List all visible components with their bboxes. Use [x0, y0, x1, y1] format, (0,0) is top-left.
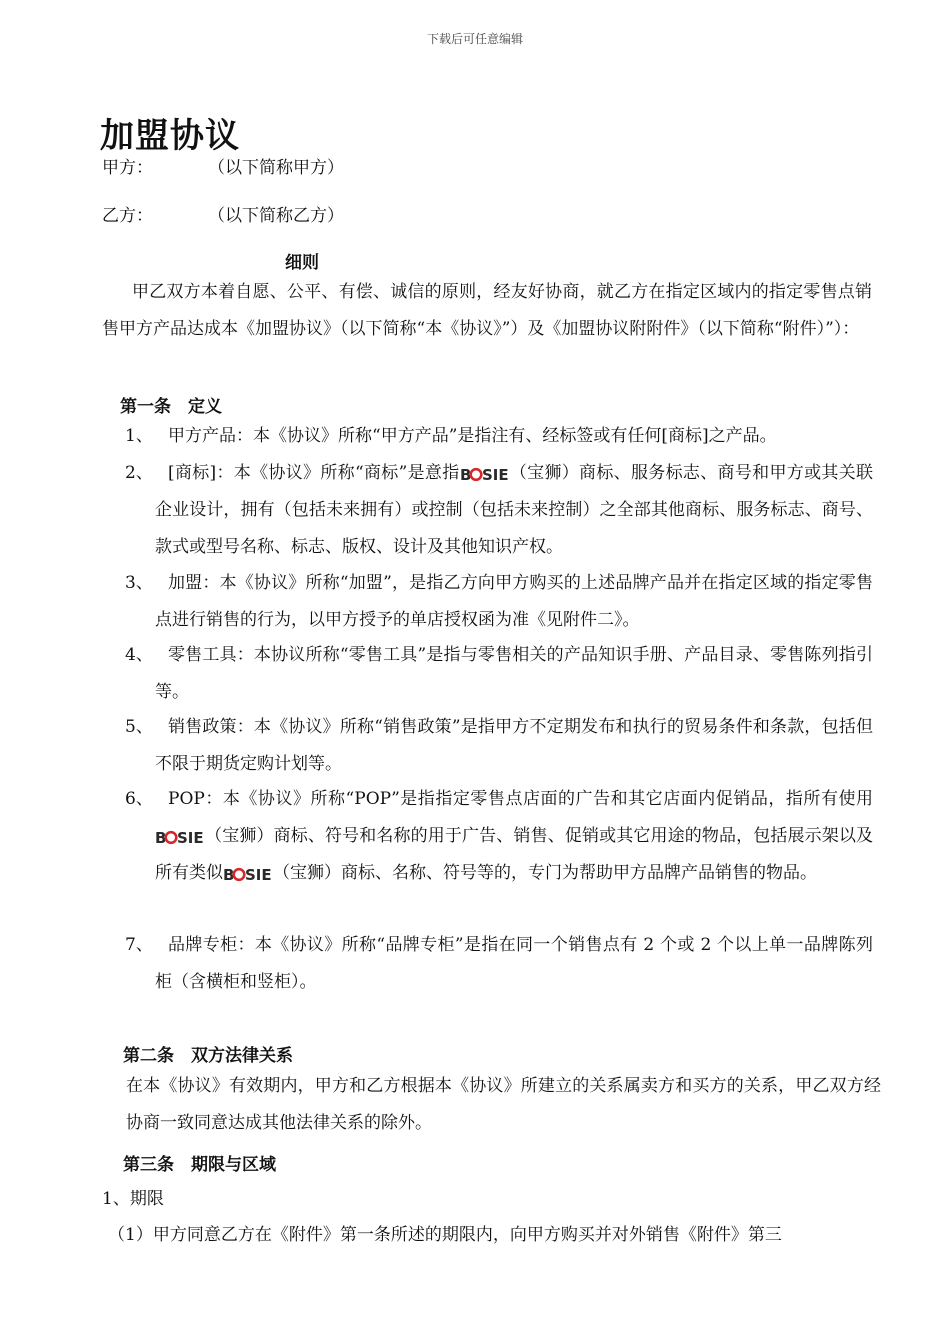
- item-number: 5、: [125, 717, 153, 737]
- definition-item-3: [125, 565, 873, 639]
- document-title: 加盟协议: [100, 116, 240, 156]
- party-b-note: （以下简称乙方）: [208, 206, 344, 226]
- article-2-title: 第二条 双方法律关系: [123, 1046, 293, 1066]
- item-text-pre: POP：本《协议》所称“POP”是指指定零售点店面的广告和其它店面内促销品，指所有使用: [168, 789, 873, 809]
- article-3-paragraph-1: （1）甲方同意乙方在《附件》第一条所述的期限内，向甲方购买并对外销售《附件》第三: [108, 1225, 782, 1245]
- definition-item-1: [125, 418, 873, 455]
- definition-item-7: [125, 927, 873, 1001]
- item-number: 2、: [125, 463, 153, 483]
- party-b-label: 乙方：: [102, 206, 153, 226]
- definition-item-4: [125, 637, 873, 711]
- bosie-logo-icon: [155, 828, 205, 846]
- item-text-mid: （宝狮）商标、符号和名称的用于广告、销售、促销或其它用途的物品，包括展示架以及所有类似: [155, 826, 873, 883]
- item-text: 甲方产品：本《协议》所称“甲方产品”是指注有、经标签或有任何[商标]之产品。: [168, 426, 777, 446]
- party-a-label: 甲方：: [102, 158, 153, 178]
- definition-item-6: [125, 781, 873, 892]
- article-1-title: 第一条 定义: [120, 397, 222, 417]
- item-number: 4、: [125, 645, 153, 665]
- svg-text:B: B: [223, 865, 235, 883]
- article-2-paragraph: 在本《协议》有效期内，甲方和乙方根据本《协议》所建立的关系属卖方和买方的关系，甲乙双方经协商一致同意达成其他法律关系的除外。: [126, 1076, 881, 1133]
- svg-text:SIE: SIE: [481, 465, 509, 483]
- item-text-post: （宝狮）商标、服务标志、商号和甲方或其关联企业设计，拥有（包括未来拥有）或控制（包括未来控制）之全部其他商标、服务标志、商号、款式或型号名称、标志、版权、设计及其他知识产权。: [155, 463, 873, 557]
- party-a-note: （以下简称甲方）: [208, 158, 344, 178]
- item-text: 加盟：本《协议》所称“加盟”，是指乙方向甲方购买的上述品牌产品并在指定区域的指定零售点进行销售的行为，以甲方授予的单店授权函为准《见附件二》。: [155, 573, 873, 630]
- svg-text:B: B: [155, 828, 167, 846]
- article-3-subheading-1: 1、期限: [102, 1189, 164, 1209]
- bosie-logo-icon: [460, 465, 510, 483]
- item-number: 1、: [125, 426, 153, 446]
- header-note: 下载后可任意编辑: [426, 32, 523, 46]
- article-3-title: 第三条 期限与区域: [123, 1155, 276, 1175]
- item-number: 3、: [125, 573, 153, 593]
- svg-text:SIE: SIE: [245, 865, 272, 883]
- party-b-line: [102, 201, 344, 226]
- definition-item-5: [125, 709, 873, 783]
- item-text-pre: [商标]：本《协议》所称“商标”是意指: [168, 463, 460, 483]
- item-text: 零售工具：本协议所称“零售工具”是指与零售相关的产品知识手册、产品目录、零售陈列指引等。: [155, 645, 873, 702]
- svg-text:B: B: [459, 465, 471, 483]
- party-a-line: [102, 153, 344, 178]
- item-text-post: （宝狮）商标、名称、符号等的，专门为帮助甲方品牌产品销售的物品。: [273, 863, 817, 883]
- item-number: 7、: [125, 935, 153, 955]
- intro-paragraph: 甲乙双方本着自愿、公平、有偿、诚信的原则，经友好协商，就乙方在指定区域内的指定零售点销售甲方产品达成本《加盟协议》（以下简称“本《协议》”）及《加盟协议附附件》（以下简称“附件）”）：: [102, 282, 872, 339]
- item-text: 品牌专柜：本《协议》所称“品牌专柜”是指在同一个销售点有 2 个或 2 个以上单一品牌陈列柜（含横柜和竖柜）。: [155, 935, 873, 992]
- definition-item-2: [125, 455, 873, 566]
- item-number: 6、: [125, 789, 153, 809]
- svg-text:SIE: SIE: [177, 828, 204, 846]
- bosie-logo-icon: [223, 865, 273, 883]
- item-text: 销售政策：本《协议》所称“销售政策”是指甲方不定期发布和执行的贸易条件和条款，包括但不限于期货定购计划等。: [155, 717, 873, 774]
- rules-heading: 细则: [285, 253, 319, 273]
